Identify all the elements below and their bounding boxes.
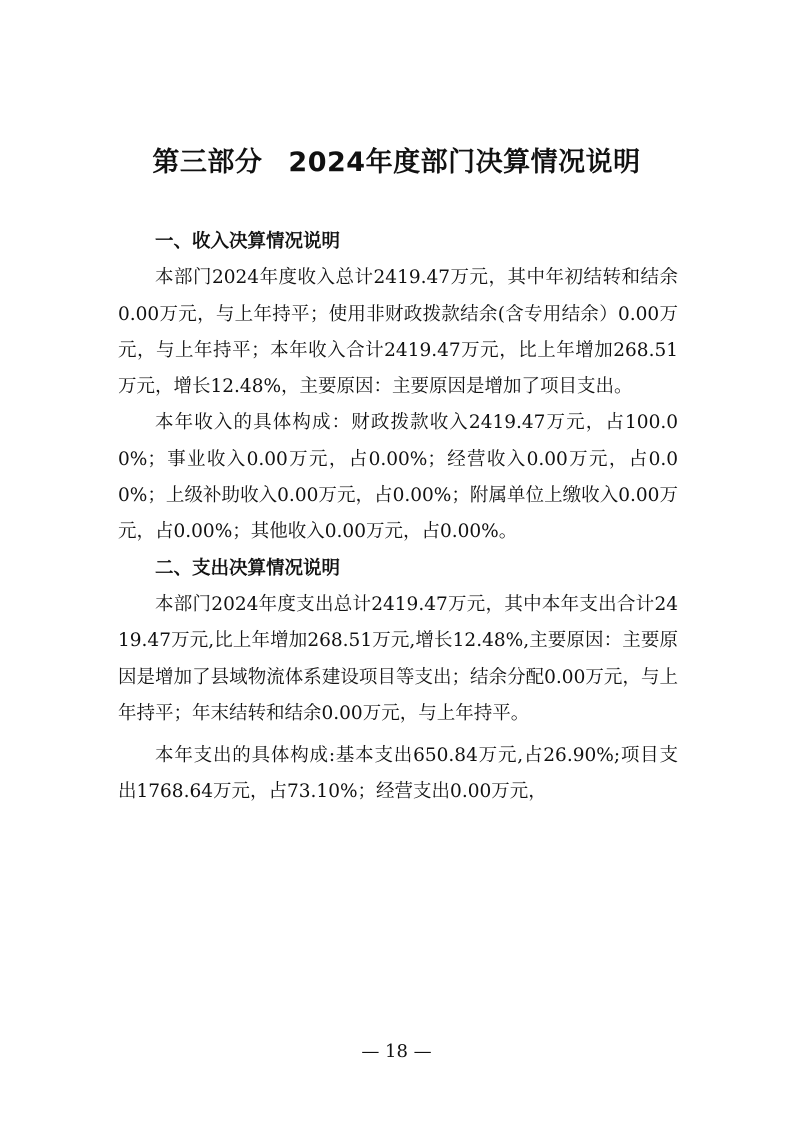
- title-part: 第三部分: [152, 147, 263, 178]
- title-main: 2024年度部门决算情况说明: [288, 147, 641, 178]
- page-number: — 18 —: [361, 1041, 432, 1062]
- paragraph-expenditure-composition: 本年支出的具体构成:基本支出650.84万元,占26.90%;项目支出1768.64万元，占73.10%；经营支出0.00万元，: [118, 745, 678, 803]
- paragraph-expenditure-summary: 本部门2024年度支出总计2419.47万元，其中本年支出合计2419.47万元,比上年增加268.51万元,增长12.48%,主要原因：主要原因是增加了县域物流体系建设项目等支出；结余分配0.00万元，与上年持平；年末结转和结余0.00万元，与上年持平。: [118, 593, 678, 724]
- page-title: [0, 140, 793, 179]
- paragraph-income-composition: 本年收入的具体构成：财政拨款收入2419.47万元，占100.00%；事业收入0.00万元，占0.00%；经营收入0.00万元，占0.00%；上级补助收入0.00万元，占0.00%；附属单位上缴收入0.00万元，占0.00%；其他收入0.00万元，占0.00%。: [118, 412, 678, 543]
- document-body: [118, 224, 678, 811]
- section-heading-income: 一、收入决算情况说明: [155, 231, 341, 252]
- paragraph-income-summary: 本部门2024年度收入总计2419.47万元，其中年初结转和结余0.00万元，与上年持平；使用非财政拨款结余(含专用结余）0.00万元，与上年持平；本年收入合计2419.47万元，比上年增加268.51万元，增长12.48%，主要原因：主要原因是增加了项目支出。: [118, 267, 678, 398]
- section-heading-expenditure: 二、支出决算情况说明: [155, 557, 341, 579]
